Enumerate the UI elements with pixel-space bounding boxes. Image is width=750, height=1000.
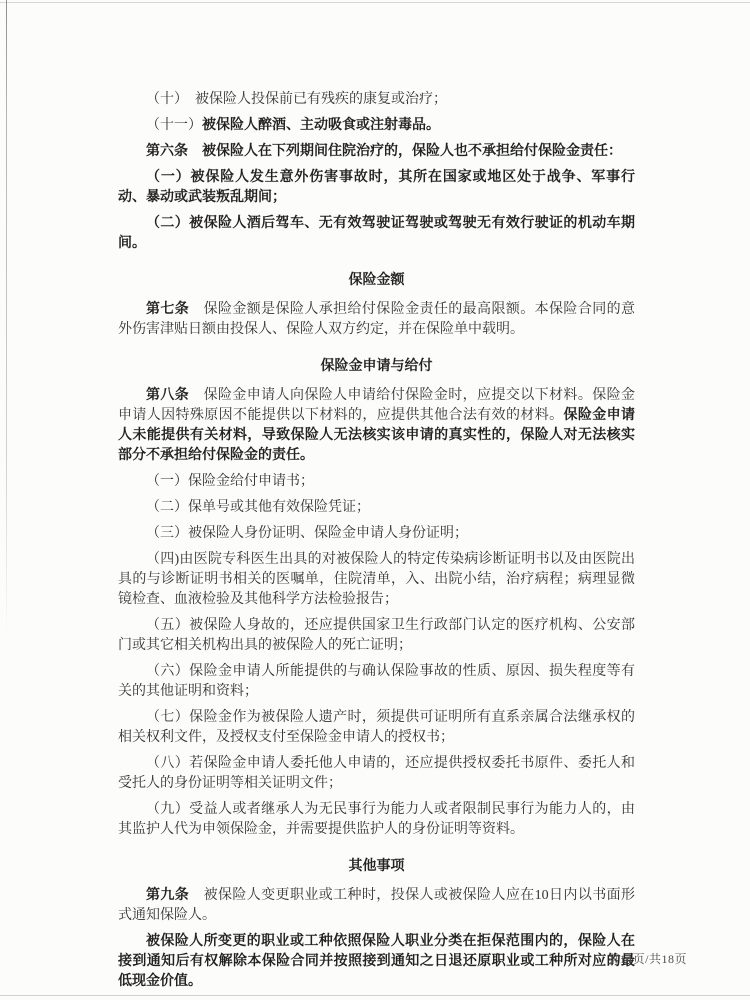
text-segment: （七）保险金作为被保险人遗产时，须提供可证明所有直系亲属合法继承权的相关权利文件，及授权支付至保险金申请人的授权书； [118, 710, 635, 745]
article-8-item-5 [118, 616, 635, 656]
text-segment: （二）保单号或其他有效保险凭证； [146, 500, 370, 515]
section-heading-other-matters [118, 857, 635, 877]
article-8-item-4 [118, 550, 635, 610]
text-segment: （八）若保险金申请人委托他人申请的，还应提供授权委托书原件、委托人和受托人的身份证明等相关证明文件； [118, 756, 635, 791]
exclusion-item-11 [118, 116, 635, 136]
scan-edge-left [6, 0, 7, 640]
section-heading-claim-application [118, 357, 635, 377]
article-6-item-1 [118, 168, 635, 208]
text-segment: （九）受益人或者继承人为无民事行为能力人或者限制民事行为能力人的，由其监护人代为申领保险金，并需要提供监护人的身份证明等资料。 [118, 802, 635, 837]
page-number: 第14页/共18页 [607, 952, 687, 966]
text-segment: （一）保险金给付申请书； [146, 474, 314, 489]
bold-text-segment: 保险金额 [348, 273, 405, 288]
section-heading-sum-insured [118, 271, 635, 291]
text-segment: （十一） [146, 118, 202, 133]
exclusion-item-10 [118, 90, 635, 110]
bold-text-segment: 第七条 [146, 302, 204, 317]
article-8-item-7 [118, 708, 635, 748]
article-6 [118, 142, 635, 162]
text-segment: 保险金额是保险人承担给付保险金责任的最高限额。本保险合同的意外伤害津贴日额由投保人、保险人双方约定，并在保险单中载明。 [118, 302, 636, 337]
bold-text-segment: 第六条 被保险人在下列期间住院治疗的，保险人也不承担给付保险金责任： [146, 144, 622, 159]
bold-text-segment: 第九条 [146, 888, 204, 903]
article-8-item-1 [118, 472, 635, 492]
text-segment: （四)由医院专科医生出具的对被保险人的特定传染病诊断证明书以及由医院出具的与诊断证明书相关的医嘱单，住院清单，入、出院小结，治疗病程；病理显微镜检查、血液检验及其他科学方法检验报告； [118, 552, 635, 607]
text-segment: （三）被保险人身份证明、保险金申请人身份证明； [146, 526, 468, 541]
bold-text-segment: 保险金申请人未能提供有关材料，导致保险人无法核实该申请的真实性的，保险人对无法核实部分不承担给付保险金的责任。 [118, 408, 636, 463]
article-7 [118, 300, 635, 340]
bold-text-segment: 其他事项 [348, 859, 405, 874]
bold-text-segment: 被保险人醉酒、主动吸食或注射毒品。 [202, 118, 440, 133]
article-6-item-2 [118, 214, 635, 254]
text-segment: （五）被保险人身故的，还应提供国家卫生行政部门认定的医疗机构、公安部门或其它相关机构出具的被保险人的死亡证明； [118, 618, 635, 653]
bold-text-segment: 第八条 [146, 388, 204, 403]
article-8-item-8 [118, 754, 635, 794]
document-body [118, 90, 635, 998]
text-segment: 被保险人变更职业或工种时，投保人或被保险人应在10日内以书面形式通知保险人。 [118, 888, 636, 923]
article-8-item-6 [118, 662, 635, 702]
article-8 [118, 386, 635, 466]
text-segment: （六）保险金申请人所能提供的与确认保险事故的性质、原因、损失程度等有关的其他证明和资料； [118, 664, 635, 699]
text-segment: 保险金申请人向保险人申请给付保险金时，应提交以下材料。保险金申请人因特殊原因不能提供以下材料的，应提供其他合法有效的材料。 [118, 388, 636, 423]
bold-text-segment: （二）被保险人酒后驾车、无有效驾驶证驾驶或驾驶无有效行驶证的机动车期间。 [118, 216, 635, 251]
bold-text-segment: （一）被保险人发生意外伤害事故时，其所在国家或地区处于战争、军事行动、暴动或武装叛乱期间； [118, 170, 635, 205]
article-9-para-2 [118, 932, 635, 992]
bold-text-segment: 被保险人所变更的职业或工种依照保险人职业分类在拒保范围内的，保险人在接到通知后有权解除本保险合同并按照接到通知之日退还原职业或工种所对应的最低现金价值。 [118, 934, 635, 989]
article-8-item-2 [118, 498, 635, 518]
text-segment: （十） 被保险人投保前已有残疾的康复或治疗； [146, 92, 447, 107]
scan-edge-top [0, 2, 750, 3]
bold-text-segment: 保险金申请与给付 [320, 359, 433, 374]
article-8-item-3 [118, 524, 635, 544]
article-9 [118, 886, 635, 926]
article-8-item-9 [118, 800, 635, 840]
